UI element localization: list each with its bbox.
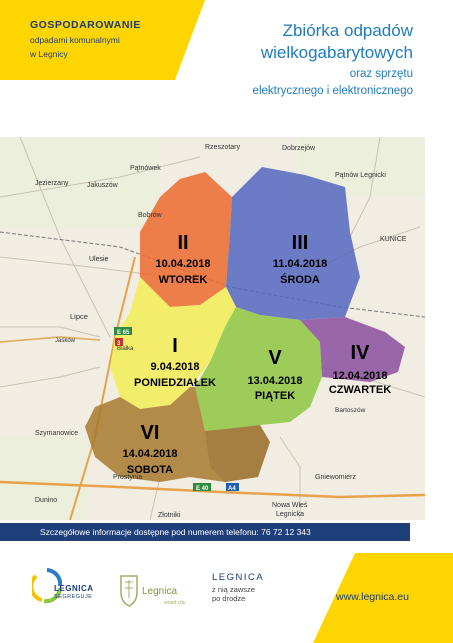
zone-2-day: WTOREK	[158, 274, 208, 286]
logo-droga-line1: LEGNICA	[212, 572, 265, 583]
zone-3-date: 11.04.2018	[272, 258, 328, 270]
place-label: Lipce	[70, 312, 88, 321]
logo-smart-line1: Legnica	[142, 586, 178, 597]
logo-legnica-po-drodze	[212, 572, 292, 622]
org-line1: GOSPODAROWANIE	[30, 19, 141, 31]
road-shield-label: E 40	[196, 486, 209, 492]
title-line2: wielkogabarytowych	[260, 43, 413, 62]
place-label: Rzeszotary	[205, 144, 241, 151]
logo-droga-line2: z nią zawsze	[212, 585, 255, 594]
place-label: Bobrów	[138, 212, 162, 219]
zone-2-date: 10.04.2018	[155, 258, 211, 270]
road-shield-label: A4	[228, 486, 236, 492]
zone-6-number: VI	[140, 422, 160, 444]
subtitle-line1: oraz sprzętu	[349, 68, 413, 80]
logo-segreguje-line1: LEGNICA	[54, 584, 94, 593]
logo-legnica-segreguje	[32, 566, 102, 621]
place-label: Białka	[117, 346, 134, 352]
map-terrain	[0, 437, 90, 520]
place-label: Gniewomierz	[315, 474, 356, 481]
zone-1-day: PONIEDZIAŁEK	[134, 377, 216, 389]
zone-5-day: PIĄTEK	[254, 390, 296, 402]
place-label: Prostynia	[113, 474, 143, 481]
zone-4-number: IV	[350, 342, 370, 364]
org-line2: odpadami komunalnymi	[30, 35, 120, 45]
place-label: Jaśków	[55, 338, 76, 344]
zone-map	[0, 137, 425, 520]
place-label: Pątnówek	[130, 165, 161, 172]
zone-5-number: V	[268, 347, 282, 369]
place-label: Jezierzany	[35, 180, 69, 187]
zone-5-date: 13.04.2018	[247, 375, 303, 387]
map-terrain	[0, 137, 160, 227]
place-label: Ulesie	[89, 256, 109, 263]
poster-title	[253, 20, 413, 99]
zone-6-day: SOBOTA	[126, 464, 174, 476]
organization-label	[30, 19, 141, 59]
zone-3-number: III	[291, 232, 309, 254]
place-label: Szymanowice	[35, 430, 79, 437]
zone-3-day: ŚRODA	[280, 274, 320, 286]
info-bar: Szczegółowe informacje dostępne pod numerem telefonu: 76 72 12 343	[0, 523, 410, 541]
zone-6-date: 14.04.2018	[122, 448, 178, 460]
zone-4-date: 12.04.2018	[332, 370, 388, 382]
road-shield-label: E 65	[117, 330, 130, 336]
place-label: Legnicka	[276, 511, 305, 518]
place-label: Dunino	[35, 497, 58, 504]
logo-smart-line2: smart city	[164, 600, 186, 606]
org-line3: w Legnicy	[30, 49, 68, 59]
place-label: KUNICE	[380, 236, 407, 243]
zone-4-day: CZWARTEK	[328, 384, 392, 396]
logo-legnica-smart-city	[118, 572, 198, 617]
website-link[interactable]: www.legnica.eu	[336, 591, 409, 603]
place-label: Nowa Wieś	[272, 502, 308, 509]
title-line1: Zbiórka odpadów	[282, 21, 413, 40]
logo-segreguje-line2: SEGREGUJE	[54, 594, 93, 600]
zone-2-number: II	[177, 232, 189, 254]
place-label: Dobrzejów	[282, 145, 316, 152]
shield-crest-icon	[118, 572, 140, 608]
place-label: Jakuszów	[87, 182, 118, 189]
place-label: Złotniki	[158, 512, 181, 519]
place-label: Pątnów Legnicki	[335, 172, 386, 179]
place-label: Bartoszów	[335, 407, 366, 414]
zone-1-date: 9.04.2018	[150, 361, 200, 373]
road-shield-label: 3	[117, 341, 121, 347]
logo-droga-line3: po drodze	[212, 594, 246, 603]
zone-1-number: I	[172, 335, 178, 357]
subtitle-line2: elektrycznego i elektronicznego	[252, 85, 413, 97]
